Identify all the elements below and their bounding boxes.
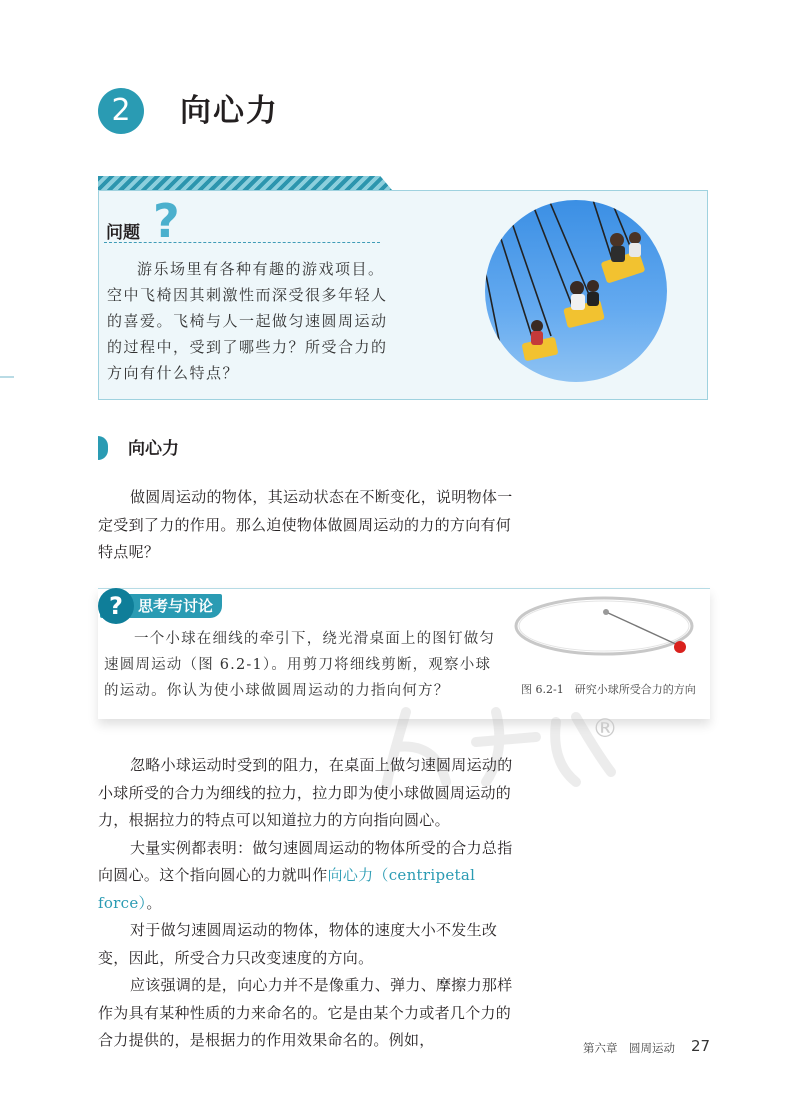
body-paragraph-2-end: 。 bbox=[146, 893, 162, 912]
margin-marker bbox=[0, 376, 14, 378]
chapter-footer: 第六章 圆周运动 bbox=[583, 1041, 675, 1055]
intro-paragraph: 做圆周运动的物体，其运动状态在不断变化，说明物体一定受到了力的作用。那么迫使物体做圆周运动的力的方向有何特点呢？ bbox=[98, 488, 513, 561]
page-number: 27 bbox=[691, 1037, 711, 1055]
body-paragraph-2-text: 大量实例都表明：做匀速圆周运动的物体所受的合力总指向圆心。这个指向圆心的力就叫作 bbox=[98, 838, 513, 884]
body-text bbox=[98, 752, 516, 1055]
pin-icon bbox=[603, 609, 609, 615]
section-title: 向心力 bbox=[180, 93, 279, 129]
question-text: 游乐场里有各种有趣的游戏项目。空中飞椅因其刺激性而深受很多年轻人的喜爱。飞椅与人一起做匀速圆周运动的过程中，受到了哪些力？所受合力的方向有什么特点？ bbox=[107, 260, 388, 382]
section-number-badge: 2 bbox=[98, 88, 144, 134]
body-paragraph-4: 应该强调的是，向心力并不是像重力、弹力、摩擦力那样作为具有某种性质的力来命名的。它是由某个力或者几个力的合力提供的，是根据力的作用效果命名的。例如， bbox=[98, 976, 513, 1049]
question-underline bbox=[104, 242, 380, 243]
body-paragraph-2 bbox=[98, 835, 516, 918]
registered-mark: ® bbox=[592, 714, 618, 744]
question-label: 问题 bbox=[106, 223, 140, 243]
subsection-title: 向心力 bbox=[128, 439, 179, 459]
discussion-label: 思考与讨论 bbox=[138, 597, 214, 615]
swing-ride-photo bbox=[485, 200, 667, 382]
discussion-icon: ? bbox=[98, 588, 134, 624]
body-paragraph-1: 忽略小球运动时受到的阻力，在桌面上做匀速圆周运动的小球所受的合力为细线的拉力，拉力即为使小球做圆周运动的力，根据拉力的特点可以知道拉力的方向指向圆心。 bbox=[98, 756, 513, 829]
figure-caption: 图 6.2-1 研究小球所受合力的方向 bbox=[521, 683, 696, 696]
figure-circular-motion-diagram bbox=[512, 594, 704, 670]
discussion-text: 一个小球在细线的牵引下，绕光滑桌面上的图钉做匀速圆周运动（图 6.2-1）。用剪刀将细线剪断，观察小球的运动。你认为使小球做圆周运动的力指向何方？ bbox=[104, 631, 496, 699]
ball-icon bbox=[674, 641, 686, 653]
body-paragraph-3: 对于做匀速圆周运动的物体，物体的速度大小不发生改变，因此，所受合力只改变速度的方向。 bbox=[98, 921, 498, 967]
question-mark-icon: ? bbox=[153, 194, 180, 248]
string-line bbox=[606, 612, 680, 646]
swing-ride-illustration bbox=[485, 200, 667, 382]
subsection-marker bbox=[98, 436, 108, 460]
key-term-centripetal-force: 向心力（centripetal force） bbox=[98, 866, 476, 912]
question-box-header-band bbox=[98, 176, 392, 190]
